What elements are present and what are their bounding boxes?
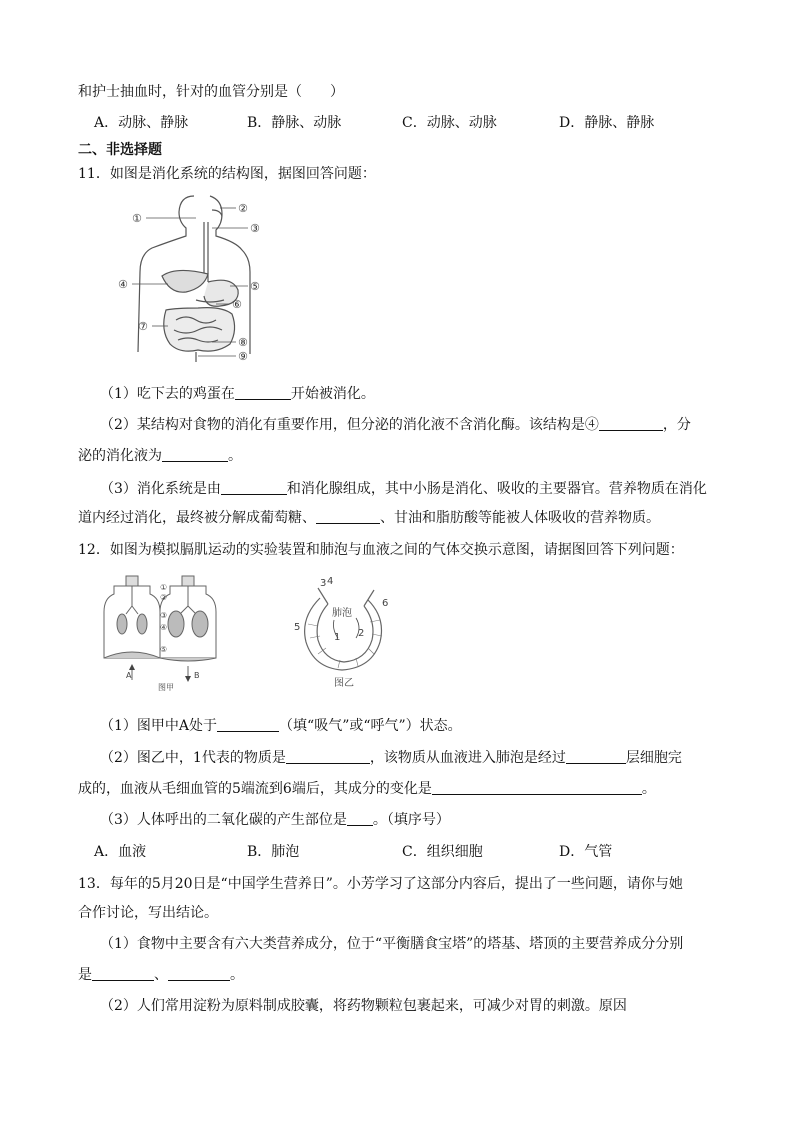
q12-answer-2a[interactable]: [286, 749, 370, 764]
q12-answer-2c[interactable]: [432, 780, 642, 795]
q11-answer-3a[interactable]: [221, 480, 287, 495]
q11-stem: 11．如图是消化系统的结构图，据图回答问题：: [78, 166, 376, 182]
q13-part2: （2）人们常用淀粉为原料制成胶囊，将药物颗粒包裹起来，可减少对胃的刺激。原因: [100, 998, 627, 1014]
q12-part2-line1: [100, 748, 682, 768]
q13-part1-text-c: 、: [154, 967, 168, 983]
q12-answer-1[interactable]: [217, 717, 279, 732]
fig11-label-4: ④: [118, 278, 128, 291]
fig11-label-1: ①: [132, 212, 142, 225]
q13-part1-line2: [78, 965, 244, 985]
fig-jia-label-2: ②: [160, 593, 168, 602]
fig-jia-label-a: A: [126, 671, 132, 680]
q12-stem: 12．如图为模拟膈肌运动的实验装置和肺泡与血液之间的气体交换示意图，请据图回答下列问题：: [78, 542, 684, 558]
q11-part3-line1: [100, 479, 707, 499]
q11-part2-line2: [78, 446, 242, 466]
fig-yi-num-5: 5: [294, 622, 301, 633]
q11-part2-text-c: 泌的消化液为: [78, 448, 162, 464]
alveolus-gas-exchange-figure: [294, 574, 394, 690]
q11-part3-text-a: （3）消化系统是由: [100, 481, 221, 497]
q10-option-c[interactable]: C．动脉、动脉: [402, 115, 497, 131]
fig-yi-num-2: 2: [358, 628, 365, 639]
q11-part1-text-b: 开始被消化。: [290, 386, 375, 402]
q12-part3-text-a: （3）人体呼出的二氧化碳的产生部位是: [100, 812, 347, 828]
fig-jia-label-1: ①: [160, 583, 168, 592]
q11-answer-1[interactable]: [235, 385, 291, 400]
q12-option-b[interactable]: B．肺泡: [247, 844, 300, 860]
q13-stem-line1: 13．每年的5月20日是“中国学生营养日”。小芳学习了这部分内容后，提出了一些问题，请你与她: [78, 876, 683, 892]
q13-part1-text-d: 。: [230, 967, 244, 983]
q13-answer-1b[interactable]: [168, 966, 230, 981]
q11-part2-text-a: （2）某结构对食物的消化有重要作用，但分泌的消化液不含消化酶。该结构是④: [100, 417, 599, 433]
q11-part3-line2: [78, 508, 660, 528]
q11-part3-text-d: 、甘油和脂肪酸等能被人体吸收的营养物质。: [380, 510, 660, 526]
q11-part1-text-a: （1）吃下去的鸡蛋在: [100, 386, 235, 402]
fig11-label-6: ⑥: [232, 298, 242, 311]
q13-answer-1a[interactable]: [92, 966, 154, 981]
section-title: 二、非选择题: [78, 142, 162, 158]
q10-option-b[interactable]: B．静脉、动脉: [247, 115, 342, 131]
fig11-label-7: ⑦: [138, 320, 148, 333]
q12-part2-line2: [78, 779, 656, 799]
q12-part1: [100, 716, 462, 736]
digestive-system-figure: [112, 192, 272, 364]
q10-stem-tail: 和护士抽血时，针对的血管分别是（ ）: [78, 84, 344, 100]
fig11-label-9: ⑨: [238, 350, 248, 363]
fig-yi-num-6: 6: [382, 598, 389, 609]
q12-part1-text-a: （1）图甲中A处于: [100, 718, 218, 734]
q11-part3-text-c: 道内经过消化，最终被分解成葡萄糖、: [78, 510, 316, 526]
fig-jia-caption: 图甲: [158, 683, 174, 692]
fig11-label-2: ②: [238, 202, 248, 215]
fig-jia-label-5: ⑤: [160, 645, 168, 654]
q12-part2-text-c: 层细胞完: [625, 750, 682, 766]
fig-yi-num-3: 3: [320, 578, 327, 589]
q12-option-c[interactable]: C．组织细胞: [402, 844, 483, 860]
fig-jia-label-b: B: [194, 671, 200, 680]
fig11-label-5: ⑤: [250, 280, 260, 293]
q12-answer-3[interactable]: [347, 811, 373, 826]
q10-option-a[interactable]: A．动脉、静脉: [94, 115, 189, 131]
q11-part2-text-d: 。: [228, 448, 242, 464]
fig-yi-num-4: 4: [327, 576, 334, 587]
fig-jia-label-3: ③: [160, 611, 168, 620]
q13-part1-line1: （1）食物中主要含有六大类营养成分，位于“平衡膳食宝塔”的塔基、塔顶的主要营养成分分别: [100, 936, 684, 952]
fig-jia-label-4: ④: [160, 623, 168, 632]
q12-option-a[interactable]: A．血液: [94, 844, 147, 860]
fig11-label-8: ⑧: [238, 336, 248, 349]
q12-part2-text-b: ，该物质从血液进入肺泡是经过: [369, 750, 566, 766]
q13-part1-text-b: 是: [78, 967, 92, 983]
diaphragm-model-figure: [100, 570, 236, 694]
fig-yi-label-feipao: 肺泡: [332, 608, 352, 619]
fig-yi-num-1: 1: [334, 632, 341, 643]
q11-answer-2b[interactable]: [162, 447, 228, 462]
q12-option-d[interactable]: D．气管: [559, 844, 613, 860]
q12-part2-text-a: （2）图乙中，1代表的物质是: [100, 750, 286, 766]
q11-part2-line1: [100, 415, 691, 435]
q12-part3: [100, 810, 450, 830]
q11-part1: [100, 384, 375, 404]
q11-part2-text-b: ，分: [662, 417, 691, 433]
q11-part3-text-b: 和消化腺组成，其中小肠是消化、吸收的主要器官。营养物质在消化: [286, 481, 707, 497]
fig11-label-3: ③: [250, 222, 260, 235]
q11-answer-3b[interactable]: [316, 509, 380, 524]
q12-part3-text-b: 。（填序号）: [372, 812, 450, 828]
q12-part1-text-b: （填“吸气”或“呼气”）状态。: [279, 718, 462, 734]
q12-answer-2b[interactable]: [566, 749, 626, 764]
q12-part2-text-e: 。: [641, 781, 656, 797]
fig-yi-caption: 图乙: [334, 678, 354, 689]
q11-answer-2a[interactable]: [599, 416, 663, 431]
q13-stem-line2: 合作讨论，写出结论。: [78, 905, 218, 921]
q10-option-d[interactable]: D．静脉、静脉: [559, 115, 655, 131]
q12-part2-text-d: 成的，血液从毛细血管的5端流到6端后，其成分的变化是: [78, 781, 432, 797]
